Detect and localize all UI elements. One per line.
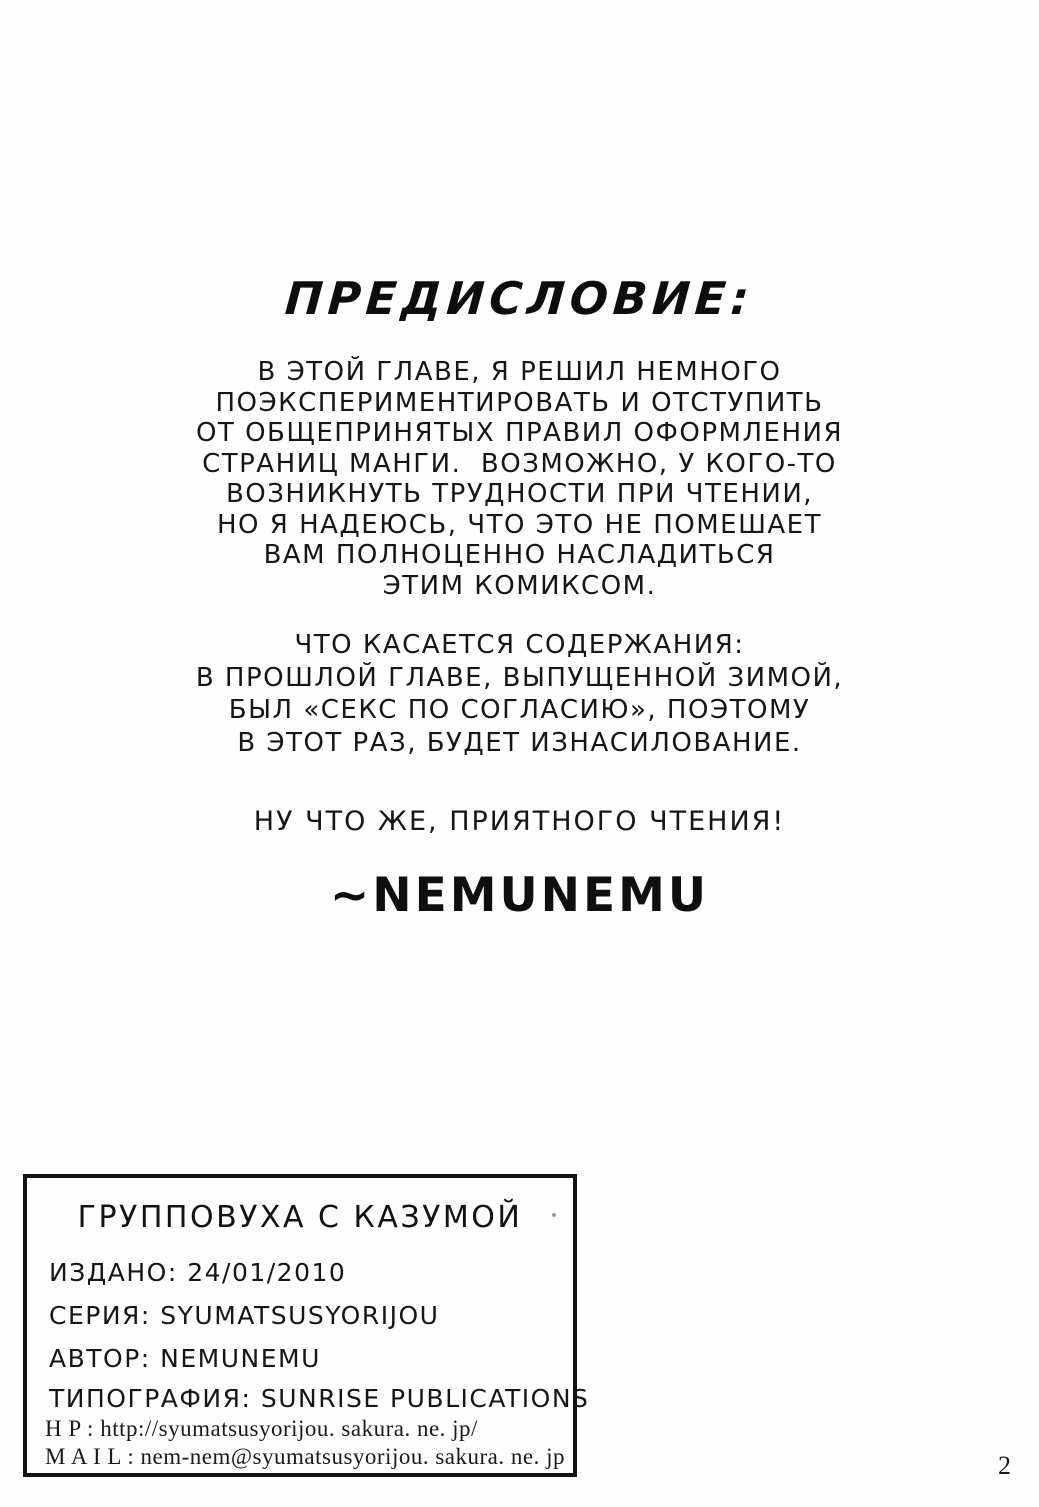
credits-mail-address: M A I L : nem-nem@syumatsusyorijou. sakura. ne. jp (45, 1444, 565, 1469)
author-signature: ~NEMUNEMU (329, 868, 710, 923)
text-line: СТРАНИЦ МАНГИ. ВОЗМОЖНО, У КОГО-ТО (202, 448, 837, 479)
text-line: ВАМ ПОЛНОЦЕННО НАСЛАДИТЬСЯ (263, 540, 776, 570)
credits-row-author: АВТОР: NEMUNEMU (49, 1344, 321, 1373)
credits-row-published: ИЗДАНО: 24/01/2010 (49, 1258, 347, 1287)
credits-row-printer: ТИПОГРАФИЯ: SUNRISE PUBLICATIONS (49, 1384, 590, 1413)
credits-row-series: СЕРИЯ: SYUMATSUSYORIJOU (49, 1301, 440, 1330)
text-line: ЧТО КАСАЕТСЯ СОДЕРЖАНИЯ: (294, 630, 745, 660)
text-line: ВОЗНИКНУТЬ ТРУДНОСТИ ПРИ ЧТЕНИИ, (225, 479, 814, 509)
text-line: В ЭТОЙ ГЛАВЕ, Я РЕШИЛ НЕМНОГО (257, 357, 782, 387)
page-number: 2 (998, 1451, 1011, 1480)
credits-title: ГРУППОВУХА С КАЗУМОЙ (77, 1200, 523, 1235)
scan-artifact-dot (552, 1213, 556, 1217)
credits-homepage-url: H P : http://syumatsusyorijou. sakura. ne. jp/ (45, 1416, 478, 1441)
text-line: В ЭТОТ РАЗ, БУДЕТ ИЗНАСИЛОВАНИЕ. (237, 727, 802, 758)
text-line: ОТ ОБЩЕПРИНЯТЫХ ПРАВИЛ ОФОРМЛЕНИЯ (195, 418, 844, 448)
text-line: НО Я НАДЕЮСЬ, ЧТО ЭТО НЕ ПОМЕШАЕТ (217, 509, 822, 540)
credits-box (23, 1174, 590, 1477)
foreword-paragraph-2 (0, 629, 1039, 759)
text-line: В ПРОШЛОЙ ГЛАВЕ, ВЫПУЩЕННОЙ ЗИМОЙ, (195, 662, 844, 693)
foreword-title: ПРЕДИСЛОВИЕ: (283, 272, 756, 325)
text-line: БЫЛ «СЕКС ПО СОГЛАСИЮ», ПОЭТОМУ (228, 695, 811, 725)
text-line: ПОЭКСПЕРИМЕНТИРОВАТЬ И ОТСТУПИТЬ (215, 387, 824, 418)
text-line: ЭТИМ КОМИКСОМ. (382, 570, 657, 601)
foreword-closing-line: НУ ЧТО ЖЕ, ПРИЯТНОГО ЧТЕНИЯ! (253, 806, 786, 837)
foreword-paragraph-1 (0, 357, 1039, 601)
